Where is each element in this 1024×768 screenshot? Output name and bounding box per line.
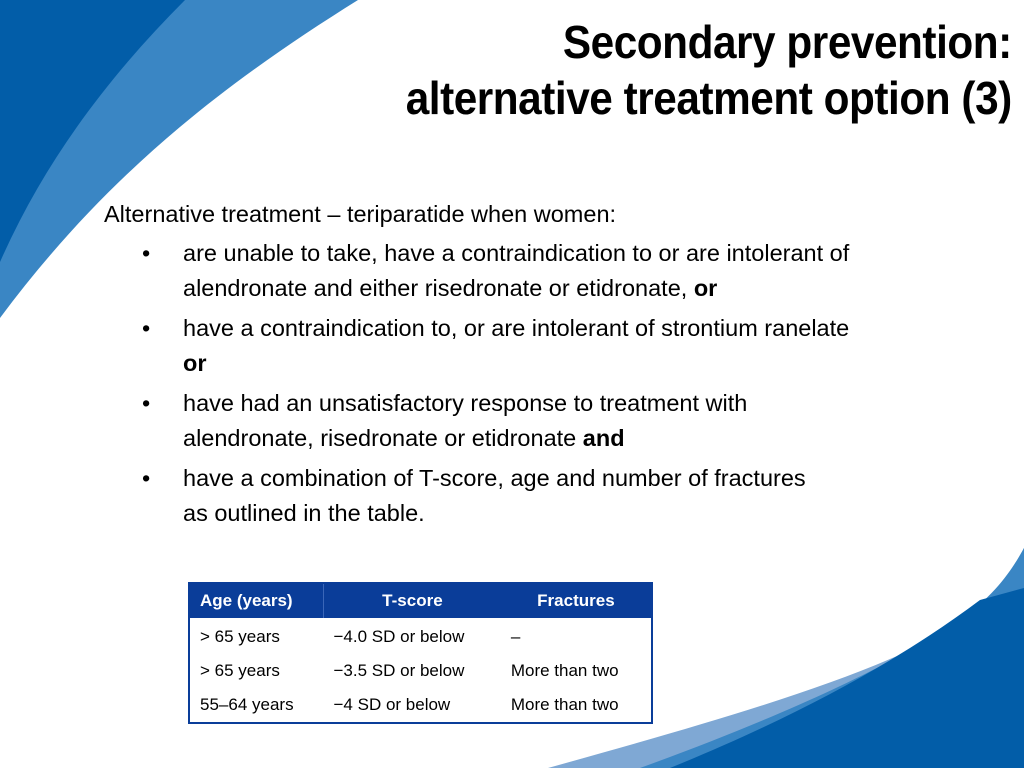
table-cell-age: > 65 years [200,661,280,680]
list-item [104,311,1004,381]
table-row [190,654,651,688]
column-header-t-score: T-score [324,584,501,618]
title-line-1: Secondary prevention: [563,16,1012,68]
list-item [104,386,1004,456]
criteria-table [188,582,653,724]
table-cell-age: > 65 years [200,627,280,646]
table-cell-fractures: – [510,627,521,646]
table-header-row [190,584,651,618]
table-cell-fractures: More than two [510,661,619,680]
criteria-list [104,236,1004,531]
bullet-line: are unable to take, have a contraindication to or are intolerant of [183,240,850,266]
title-line-2: alternative treatment option (3) [405,72,1012,124]
bullet-icon: • [142,465,151,491]
bullet-line: as outlined in the table. [183,500,425,526]
bullet-line: have a contraindication to, or are intolerant of strontium ranelate [183,315,850,341]
table-cell-fractures: More than two [510,695,619,714]
list-item [104,461,1004,531]
table-cell-age: 55–64 years [200,695,294,714]
intro-text: Alternative treatment – teriparatide when women: [104,201,617,227]
table-row [190,618,651,654]
bullet-icon: • [142,390,151,416]
slide-body [104,196,1004,536]
bullet-icon: • [142,240,151,266]
table-row [190,688,651,722]
column-header-age: Age (years) [190,584,324,618]
bullet-conjunction: or [693,275,718,301]
bullet-conjunction: or [183,350,207,376]
bullet-line: have a combination of T-score, age and number of fractures [183,465,806,491]
list-item [104,236,1004,306]
bullet-line: have had an unsatisfactory response to treatment with [183,390,748,416]
bullet-line: alendronate and either risedronate or etidronate, [183,275,694,301]
bullet-line: alendronate, risedronate or etidronate [183,425,583,451]
column-header-fractures: Fractures [501,584,651,618]
bullet-conjunction: and [582,425,625,451]
table-cell-t-score: −3.5 SD or below [333,661,465,680]
table-cell-t-score: −4.0 SD or below [333,627,465,646]
table-cell-t-score: −4 SD or below [333,695,451,714]
bullet-icon: • [142,315,151,341]
slide-title [406,14,1012,126]
